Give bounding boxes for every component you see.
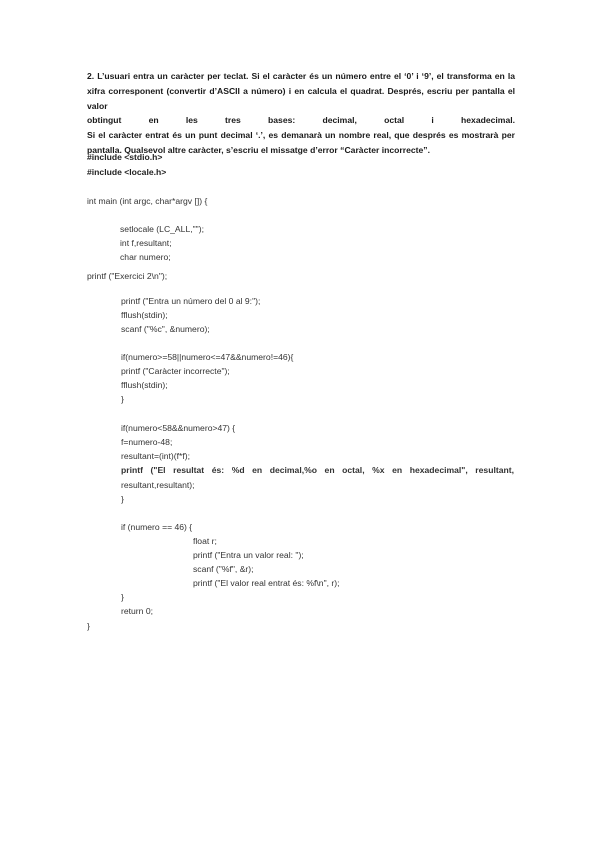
code-line-printf-real: printf ("Entra un valor real: "); bbox=[193, 550, 304, 560]
code-line-assign-resultant: resultant=(int)(f*f); bbox=[121, 451, 191, 461]
code-line-return: return 0; bbox=[121, 606, 154, 616]
code-line-printf-error: printf ("Caràcter incorrecte"); bbox=[121, 366, 230, 376]
code-line-printf-real-out: printf ("El valor real entrat és: %f\n", r); bbox=[193, 578, 340, 588]
code-line-fflush: fflush(stdin); bbox=[121, 380, 168, 390]
code-line-scanf-char: scanf ("%c", &numero); bbox=[121, 324, 210, 334]
statement-line: xifra corresponent (convertir d’ASCII a número) i en calcula el quadrat. Després, escriu per pantalla el valor bbox=[87, 85, 515, 111]
code-line-printf-result-cont: resultant,resultant); bbox=[121, 480, 195, 490]
code-line-if-error: if(numero>=58||numero<=47&&numero!=46){ bbox=[121, 352, 294, 362]
code-line-include-stdio: #include <stdio.h> bbox=[87, 152, 163, 162]
code-line-close-main: } bbox=[87, 621, 90, 631]
code-line-if-digit: if(numero<58&&numero>47) { bbox=[121, 423, 236, 433]
code-line-include-locale: #include <locale.h> bbox=[87, 167, 167, 177]
code-line-if-dot: if (numero == 46) { bbox=[121, 522, 193, 532]
statement-line: Si el caràcter entrat és un punt decimal ‘.’, es demanarà un nombre real, que després es mostrarà per bbox=[87, 130, 515, 141]
statement-line: obtingut en les tres bases: decimal, octal i hexadecimal. bbox=[87, 115, 515, 126]
code-line-printf-exercici: printf ("Exercici 2\n"); bbox=[87, 271, 168, 281]
code-line-printf-result: printf ("El resultat és: %d en decimal,%o en octal, %x en hexadecimal", resultant, bbox=[121, 465, 514, 475]
code-line-close-brace: } bbox=[121, 592, 124, 602]
code-line-printf-entra: printf ("Entra un número del 0 al 9:"); bbox=[121, 296, 261, 306]
code-line-fflush: fflush(stdin); bbox=[121, 310, 168, 320]
code-line-main-signature: int main (int argc, char*argv []) { bbox=[87, 196, 208, 206]
code-line-setlocale: setlocale (LC_ALL,""); bbox=[120, 224, 204, 234]
code-line-decl-int: int f,resultant; bbox=[120, 238, 172, 248]
code-line-float-r: float r; bbox=[193, 536, 217, 546]
statement-line: 2. L’usuari entra un caràcter per teclat. Si el caràcter és un número entre el ‘0’ i ‘9’, el transforma en la bbox=[87, 71, 515, 81]
code-line-close-brace: } bbox=[121, 494, 124, 504]
code-line-assign-f: f=numero-48; bbox=[121, 437, 173, 447]
code-line-close-brace: } bbox=[121, 394, 124, 404]
code-line-scanf-real: scanf ("%f", &r); bbox=[193, 564, 254, 574]
statement-line: pantalla. Qualsevol altre caràcter, s’escriu el missatge d’error “Caràcter incorrecte”. bbox=[87, 144, 430, 155]
code-line-decl-char: char numero; bbox=[120, 252, 171, 262]
